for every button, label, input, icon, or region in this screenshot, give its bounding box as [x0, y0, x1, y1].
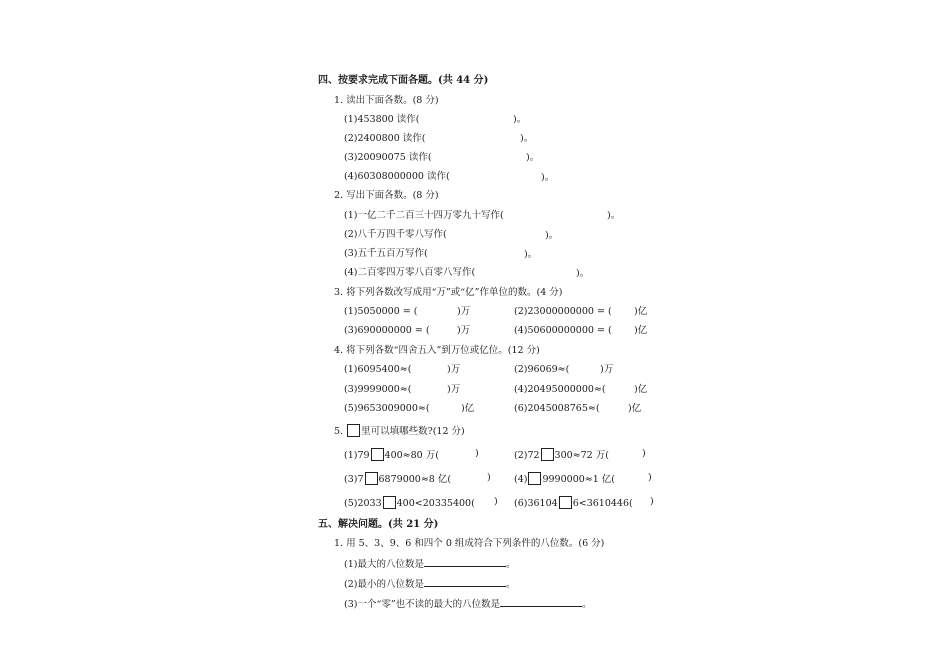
q5-item-4: (4) 9990000≈1 亿( — [514, 474, 616, 485]
q1-item-2: (2)2400800 读作( — [344, 133, 426, 144]
q2-item-3-end: )。 — [524, 249, 538, 260]
q5-item-5-end: ) — [494, 496, 498, 507]
q3-item-4: (4)50600000000 = ( — [514, 325, 612, 336]
q1-title: 1. 读出下面各数。(8 分) — [334, 95, 439, 106]
q3-title: 3. 将下列各数改写成用“万”或“亿”作单位的数。(4 分) — [334, 287, 563, 298]
q4-item-1: (1)6095400≈( — [344, 364, 412, 375]
q3-item-3: (3)690000000 = ( — [344, 325, 430, 336]
s5-q1-item-2: (2)最小的八位数是 。 — [344, 579, 516, 590]
s5-q1-item-1: (1)最大的八位数是 。 — [344, 559, 516, 570]
q5-item-2: (2)72 300≈72 万( — [514, 450, 609, 461]
q5-item-1-end: ) — [475, 448, 479, 459]
q4-item-5: (5)9653009000≈( — [344, 403, 430, 414]
q4-item-3-end: )万 — [447, 384, 461, 395]
answer-box[interactable] — [371, 448, 384, 461]
q4-item-4: (4)20495000000≈( — [514, 384, 606, 395]
q1-item-2-end: )。 — [520, 133, 534, 144]
q2-item-1: (1)一亿二千二百三十四万零九十写作( — [344, 210, 504, 221]
q2-item-1-end: )。 — [607, 210, 621, 221]
q3-item-2: (2)23000000000 = ( — [514, 306, 612, 317]
q3-item-2-end: )亿 — [634, 306, 648, 317]
q3-item-1: (1)5050000 = ( — [344, 306, 418, 317]
q5-item-3: (3)7 6879000≈8 亿( — [344, 474, 452, 485]
q1-item-1-end: )。 — [513, 114, 527, 125]
q2-item-2: (2)八千万四千零八写作( — [344, 229, 447, 240]
q4-item-6-end: )亿 — [628, 403, 642, 414]
q5-item-4-end: ) — [648, 472, 652, 483]
q1-item-1: (1)453800 读作( — [344, 114, 420, 125]
q4-item-3: (3)9999000≈( — [344, 384, 412, 395]
q2-item-3: (3)五千五百万写作( — [344, 248, 428, 259]
q5-item-5: (5)2033 400<20335400( — [344, 498, 475, 509]
answer-box[interactable] — [541, 448, 554, 461]
section-5-title: 五、解决问题。(共 21 分) — [318, 519, 439, 530]
q4-item-2: (2)96069≈( — [514, 364, 570, 375]
q5-title: 5. 里可以填哪些数?(12 分) — [334, 426, 465, 437]
q1-item-4: (4)60308000000 读作( — [344, 171, 450, 182]
q2-title: 2. 写出下面各数。(8 分) — [334, 190, 439, 201]
q4-title: 4. 将下列各数“四舍五入”到万位或亿位。(12 分) — [334, 345, 540, 356]
section-4-title: 四、按要求完成下面各题。(共 44 分) — [318, 75, 489, 86]
q1-item-3-end: )。 — [526, 152, 540, 163]
answer-box[interactable] — [559, 496, 572, 509]
answer-line[interactable] — [424, 557, 506, 567]
answer-line[interactable] — [500, 597, 582, 607]
q3-item-4-end: )亿 — [634, 325, 648, 336]
q2-item-4-end: )。 — [576, 268, 590, 279]
answer-box[interactable] — [528, 472, 541, 485]
answer-line[interactable] — [424, 577, 506, 587]
q4-item-2-end: )万 — [600, 364, 614, 375]
q4-item-4-end: )亿 — [634, 384, 648, 395]
q3-item-1-end: )万 — [457, 306, 471, 317]
q2-item-4: (4)二百零四万零八百零八写作( — [344, 267, 476, 278]
q5-item-2-end: ) — [642, 448, 646, 459]
s5-q1-item-3: (3)一个“零”也不读的最大的八位数是 。 — [344, 599, 592, 610]
answer-box — [347, 424, 360, 437]
answer-box[interactable] — [383, 496, 396, 509]
q5-item-6: (6)36104 6<3610446( — [514, 498, 633, 509]
q1-item-4-end: )。 — [541, 172, 555, 183]
answer-box[interactable] — [365, 472, 378, 485]
q1-item-3: (3)20090075 读作( — [344, 152, 432, 163]
q5-item-1: (1)79 400≈80 万( — [344, 450, 439, 461]
q4-item-5-end: )亿 — [461, 403, 475, 414]
q3-item-3-end: )万 — [457, 325, 471, 336]
q2-item-2-end: )。 — [545, 230, 559, 241]
q5-item-3-end: ) — [487, 472, 491, 483]
s5-q1-title: 1. 用 5、3、9、6 和四个 0 组成符合下列条件的八位数。(6 分) — [334, 538, 605, 549]
q5-item-6-end: ) — [650, 496, 654, 507]
q4-item-1-end: )万 — [447, 364, 461, 375]
q4-item-6: (6)2045008765≈( — [514, 403, 600, 414]
